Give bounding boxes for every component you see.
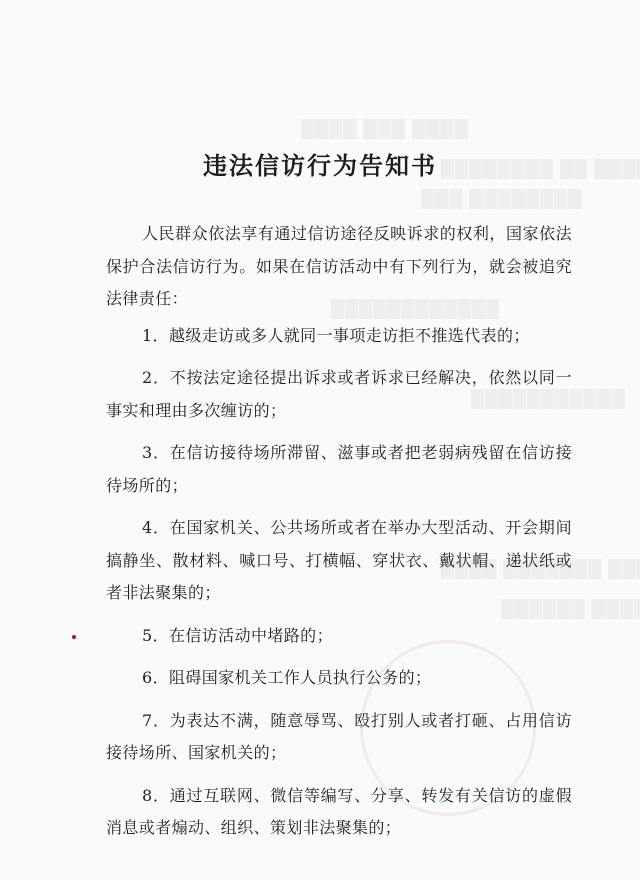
list-item: 7．为表达不满，随意辱骂、殴打别人或者打砸、占用信访接待场所、国家机关的；	[106, 710, 572, 762]
list-item: 5．在信访活动中堵路的；	[142, 625, 333, 645]
document-title: 违法信访行为告知书	[203, 151, 437, 180]
list-item: 1．越级走访或多人就同一事项走访拒不推选代表的；	[142, 325, 530, 345]
red-ink-dot	[72, 635, 76, 639]
bleed-through-text	[300, 120, 468, 140]
list-item: 4．在国家机关、公共场所或者在举办大型活动、开会期间搞静坐、散材料、喊口号、打横幅、穿状衣、戴状帽、递状纸或者非法聚集的；	[106, 518, 572, 602]
list-item: 6．阻碍国家机关工作人员执行公务的；	[142, 668, 432, 687]
intro-paragraph: 人民群众依法享有通过信访途径反映诉求的权利，国家依法保护合法信访行为。如果在信访活动中有下列行为，就会被追究法律责任：	[106, 224, 572, 308]
list-item: 8．通过互联网、微信等编写、分享、转发有关信访的虚假消息或者煽动、组织、策划非法聚集的；	[106, 785, 572, 837]
list-item: 3．在信访接待场所滞留、滋事或者把老弱病残留在信访接待场所的；	[106, 443, 572, 495]
bleed-through-text	[420, 190, 581, 210]
list-item: 2．不按法定途径提出诉求或者诉求已经解决，依然以同一事实和理由多次缠访的；	[106, 368, 572, 420]
document-body	[106, 218, 572, 855]
